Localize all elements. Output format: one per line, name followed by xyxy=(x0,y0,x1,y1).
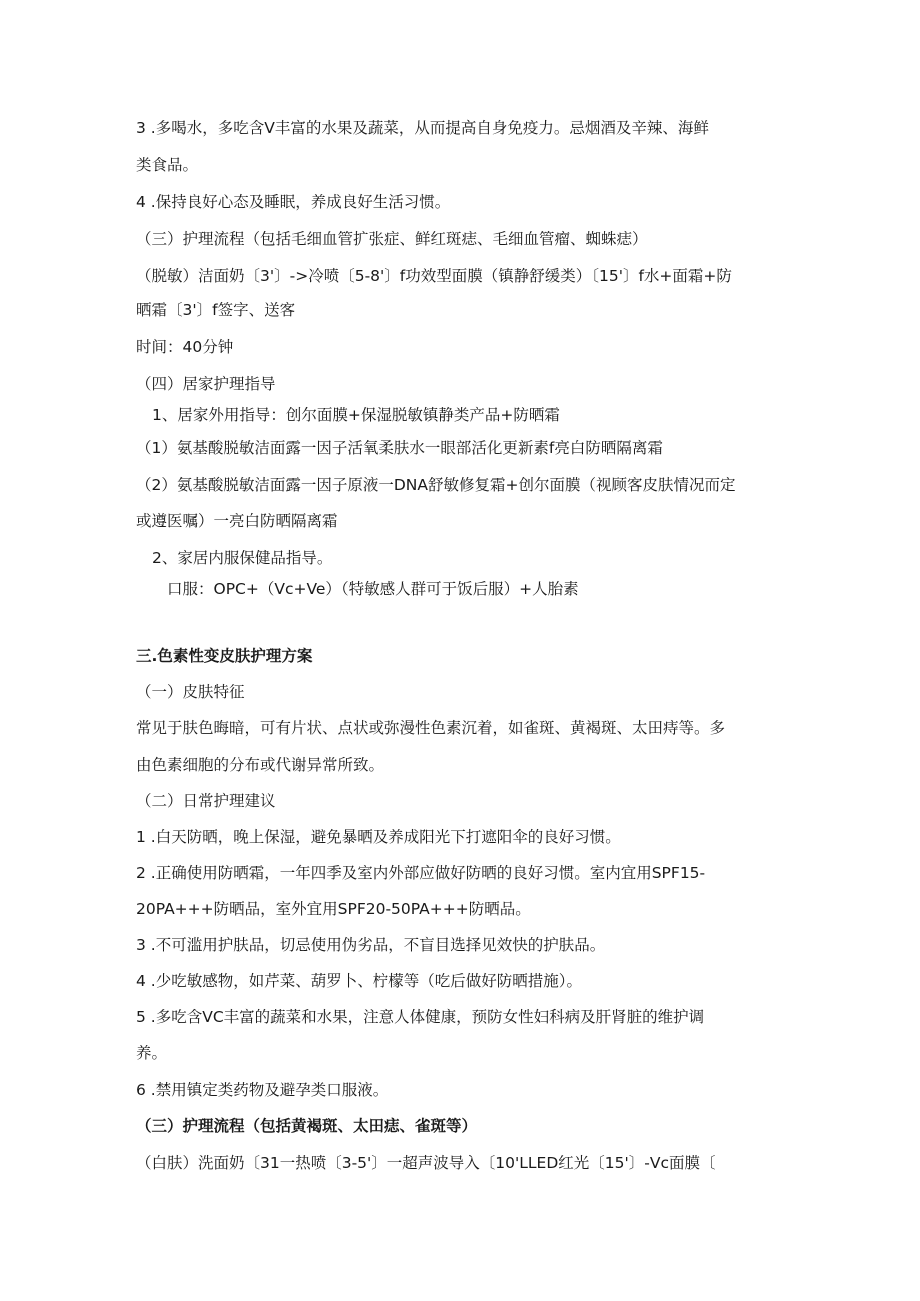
text-line: 2 .正确使用防晒霜，一年四季及室内外部应做好防晒的良好习惯。室内宜用SPF15- xyxy=(136,864,706,882)
text-line: 3 .不可滥用护肤品，切忌使用伪劣品，不盲目选择见效快的护肤品。 xyxy=(136,936,606,954)
text-line: 4 .少吃敏感物，如芹菜、葫罗卜、柠檬等（吃后做好防晒措施）。 xyxy=(136,972,582,990)
text-line: （2）氨基酸脱敏洁面露一因子原液一DNA舒敏修复霜+创尔面膜（视顾客皮肤情况而定 xyxy=(136,476,736,494)
text-line: 晒霜〔3'〕f签字、送客 xyxy=(136,301,296,319)
section-subheading: （二）日常护理建议 xyxy=(136,792,276,810)
section-subheading: （三）护理流程（包括黄褐斑、太田痣、雀斑等） xyxy=(136,1117,478,1135)
text-line: 1、居家外用指导：创尔面膜+保湿脱敏镇静类产品+防晒霜 xyxy=(152,406,560,424)
text-line: 由色素细胞的分布或代谢异常所致。 xyxy=(136,756,385,774)
text-line: 或遵医嘱）一亮白防晒隔离霜 xyxy=(136,512,338,530)
text-line: 5 .多吃含VC丰富的蔬菜和水果，注意人体健康，预防女性妇科病及肝肾脏的维护调 xyxy=(136,1008,705,1026)
text-line: 时间：40分钟 xyxy=(136,338,234,356)
section-subheading: （三）护理流程（包括毛细血管扩张症、鲜红斑痣、毛细血管瘤、蜘蛛痣） xyxy=(136,230,648,248)
text-line: 2、家居内服保健品指导。 xyxy=(152,549,333,567)
section-subheading: （四）居家护理指导 xyxy=(136,375,276,393)
section-heading: 三.色素性变皮肤护理方案 xyxy=(136,647,313,665)
text-line: 20PA+++防晒品，室外宜用SPF20-50PA+++防晒品。 xyxy=(136,900,531,918)
text-line: （脱敏）洁面奶〔3'〕->冷喷〔5-8'〕f功效型面膜（镇静舒缓类）〔15'〕f水+面霜+防 xyxy=(136,267,732,285)
text-line: 1 .白天防晒，晚上保湿，避免暴晒及养成阳光下打遮阳伞的良好习惯。 xyxy=(136,828,621,846)
text-line: 4 .保持良好心态及睡眠，养成良好生活习惯。 xyxy=(136,193,451,211)
text-line: 类食品。 xyxy=(136,156,199,174)
text-line: （白肤）洗面奶〔31一热喷〔3-5'〕一超声波导入〔10'LLED红光〔15'〕-Vc面膜〔 xyxy=(136,1154,716,1172)
text-line: 6 .禁用镇定类药物及避孕类口服液。 xyxy=(136,1081,389,1099)
text-line: 3 .多喝水，多吃含V丰富的水果及蔬菜，从而提高自身免疫力。忌烟酒及辛辣、海鲜 xyxy=(136,119,709,137)
text-line: 口服：OPC+（Vc+Ve）（特敏感人群可于饭后服）+人胎素 xyxy=(167,580,579,598)
text-line: （1）氨基酸脱敏洁面露一因子活氧柔肤水一眼部活化更新素f亮白防晒隔离霜 xyxy=(136,439,663,457)
text-line: 常见于肤色晦暗，可有片状、点状或弥漫性色素沉着，如雀斑、黄褐斑、太田痔等。多 xyxy=(136,719,726,737)
section-subheading: （一）皮肤特征 xyxy=(136,683,245,701)
text-line: 养。 xyxy=(136,1044,168,1062)
